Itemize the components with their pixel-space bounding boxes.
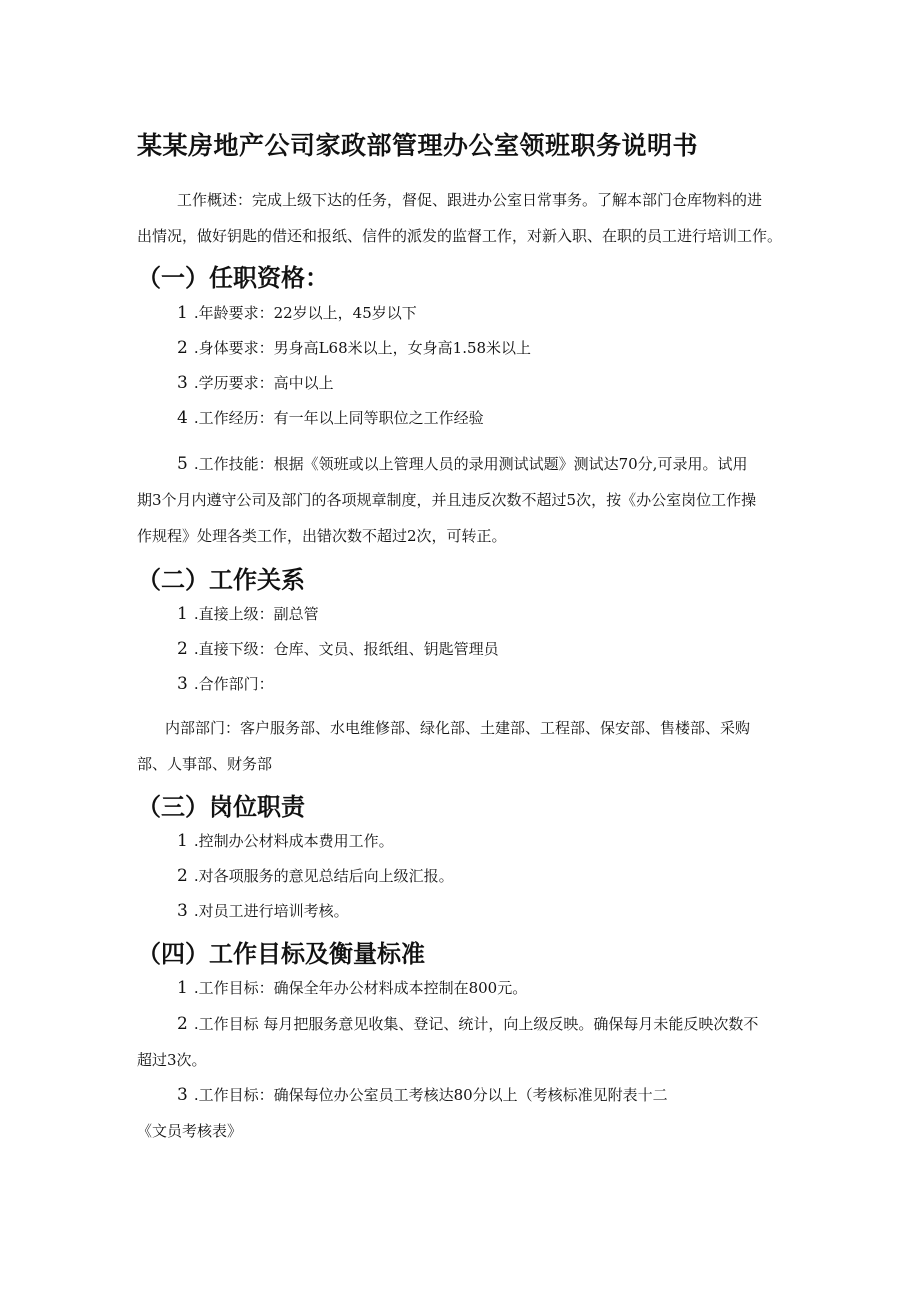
list-item xyxy=(177,1014,758,1034)
item-number: 2 xyxy=(177,338,188,358)
item-continuation: 期3个月内遵守公司及部门的各项规章制度，并且违反次数不超过5次，按《办公室岗位工作操 xyxy=(137,491,757,509)
item-text: .对各项服务的意见总结后向上级汇报。 xyxy=(193,867,454,885)
list-item xyxy=(177,831,394,851)
item-text: .学历要求：高中以上 xyxy=(193,374,334,392)
list-item xyxy=(177,373,334,393)
item-text: .工作目标：确保全年办公材料成本控制在800元。 xyxy=(193,979,528,997)
list-item xyxy=(177,674,274,694)
item-text: .控制办公材料成本费用工作。 xyxy=(193,832,394,850)
list-item xyxy=(177,338,531,358)
item-number: 3 xyxy=(177,373,188,393)
section-heading-duties: （三）岗位职责 xyxy=(137,793,305,821)
item-text: .对员工进行培训考核。 xyxy=(193,902,349,920)
list-item xyxy=(177,901,349,921)
section-heading-qualifications: （一）任职资格： xyxy=(137,264,329,292)
item-number: 1 xyxy=(177,978,188,998)
list-item xyxy=(177,303,417,323)
list-item xyxy=(177,454,747,474)
item-text: .年龄要求：22岁以上，45岁以下 xyxy=(193,304,417,322)
section-heading-relations: （二）工作关系 xyxy=(137,566,305,594)
item-text: .合作部门： xyxy=(193,675,274,693)
item-number: 2 xyxy=(177,1014,188,1034)
item-number: 3 xyxy=(177,1085,188,1105)
section-heading-goals: （四）工作目标及衡量标准 xyxy=(137,940,425,968)
list-item xyxy=(177,1085,668,1105)
item-number: 3 xyxy=(177,901,188,921)
overview-line-1: 工作概述：完成上级下达的任务，督促、跟进办公室日常事务。了解本部门仓库物料的进 xyxy=(177,191,763,209)
item-number: 3 xyxy=(177,674,188,694)
list-item xyxy=(177,604,319,624)
item-text: .直接下级：仓库、文员、报纸组、钥匙管理员 xyxy=(193,640,499,658)
item-number: 1 xyxy=(177,303,188,323)
item-number: 4 xyxy=(177,408,188,428)
item-text: .身体要求：男身高L68米以上，女身高1.58米以上 xyxy=(193,339,532,357)
item-number: 5 xyxy=(177,454,188,474)
item-number: 1 xyxy=(177,831,188,851)
list-item xyxy=(177,978,527,998)
item-text: .直接上级：副总管 xyxy=(193,605,319,623)
item-continuation: 超过3次。 xyxy=(137,1051,207,1069)
overview-line-2: 出情况，做好钥匙的借还和报纸、信件的派发的监督工作，对新入职、在职的员工进行培训工作。 xyxy=(137,227,783,245)
item-number: 2 xyxy=(177,866,188,886)
item-text: .工作目标 每月把服务意见收集、登记、统计，向上级反映。确保每月未能反映次数不 xyxy=(193,1015,759,1033)
internal-departments-line-1: 内部部门：客户服务部、水电维修部、绿化部、土建部、工程部、保安部、售楼部、采购 xyxy=(165,719,751,737)
internal-departments-line-2: 部、人事部、财务部 xyxy=(137,755,273,773)
list-item xyxy=(177,866,454,886)
list-item xyxy=(177,408,484,428)
list-item xyxy=(177,639,499,659)
item-text: .工作经历：有一年以上同等职位之工作经验 xyxy=(193,409,484,427)
item-text: .工作目标：确保每位办公室员工考核达80分以上（考核标准见附表十二 xyxy=(193,1086,668,1104)
document-title: 某某房地产公司家政部管理办公室领班职务说明书 xyxy=(137,131,699,160)
item-text: .工作技能：根据《领班或以上管理人员的录用测试试题》测试达70分,可录用。试用 xyxy=(193,455,748,473)
item-continuation: 《文员考核表》 xyxy=(137,1122,243,1140)
item-continuation: 作规程》处理各类工作，出错次数不超过2次，可转正。 xyxy=(137,527,507,545)
item-number: 2 xyxy=(177,639,188,659)
item-number: 1 xyxy=(177,604,188,624)
